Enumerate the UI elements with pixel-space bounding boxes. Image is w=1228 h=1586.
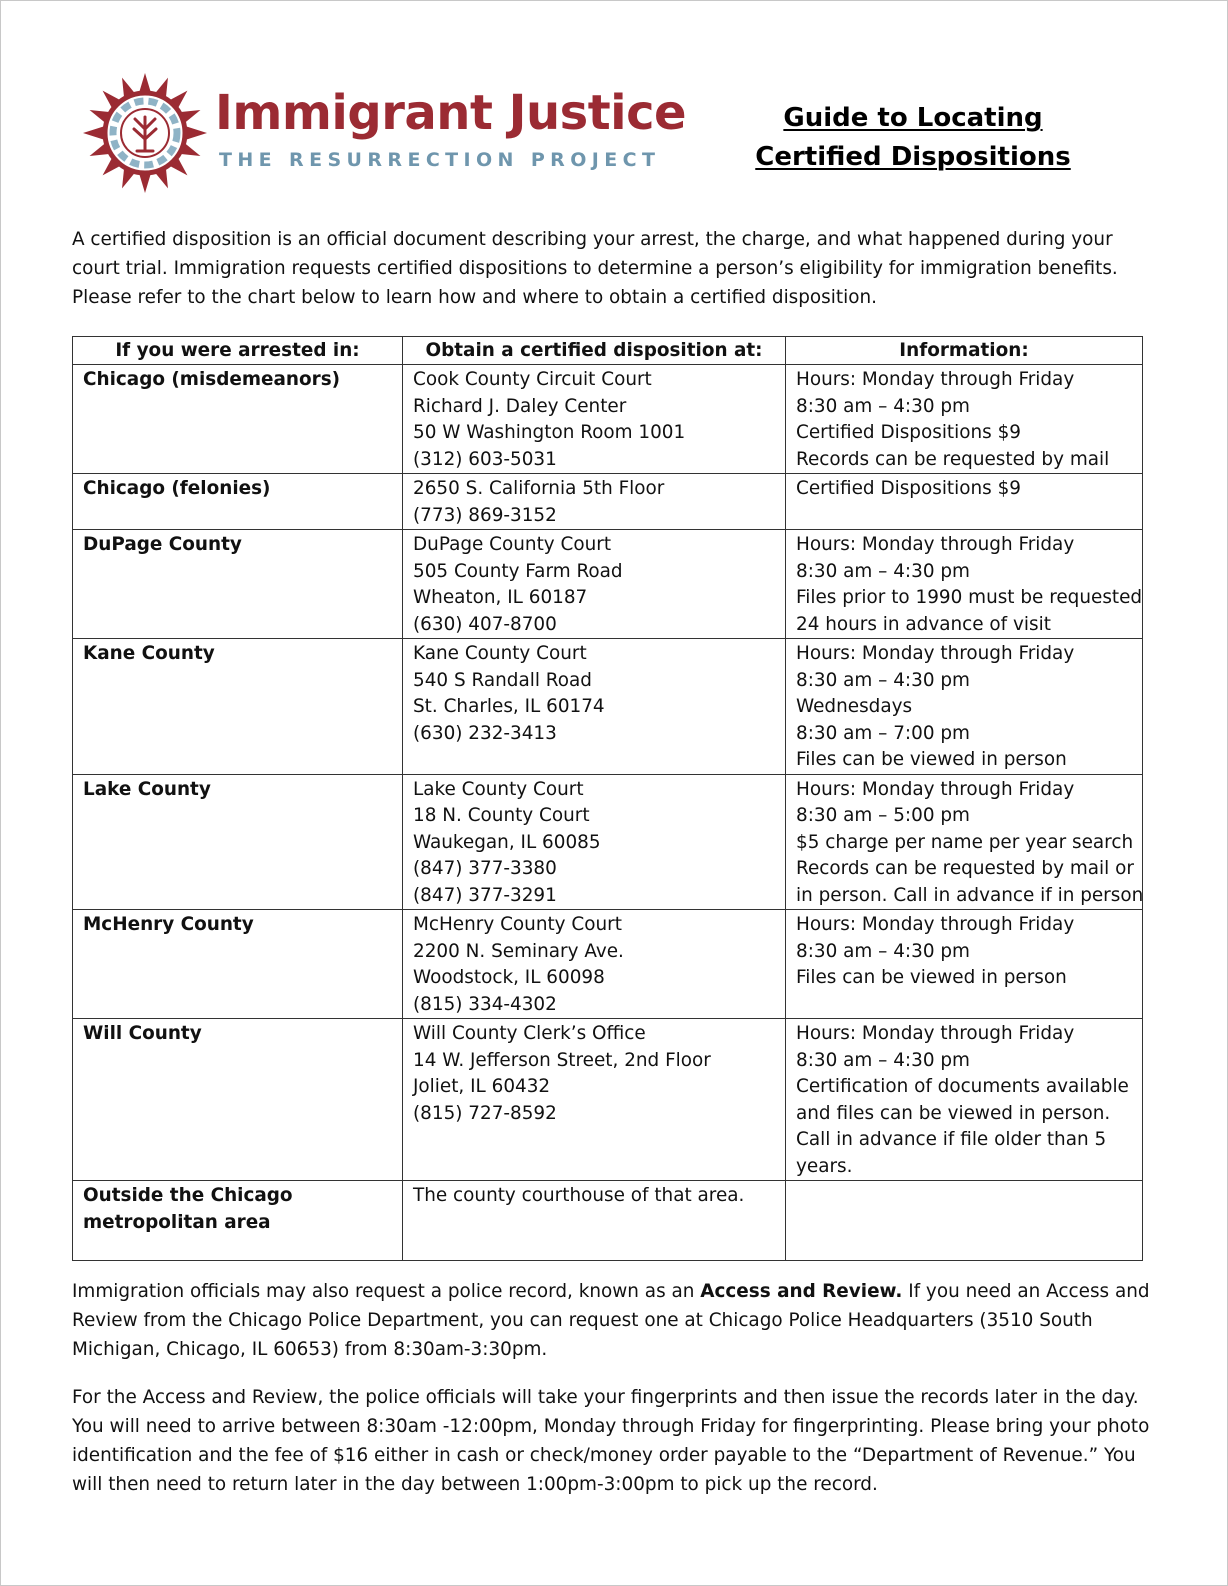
- info-cell: Certified Dispositions $9: [786, 474, 1143, 530]
- office-cell: McHenry County Court 2200 N. Seminary Ave. Woodstock, IL 60098 (815) 334-4302: [403, 910, 786, 1019]
- info-cell: Hours: Monday through Friday 8:30 am – 4:30 pm Certification of documents available and files can be viewed in person. Call in advance if file older than 5 years.: [786, 1019, 1143, 1181]
- fingerprinting-paragraph: For the Access and Review, the police officials will take your fingerprints and then issue the records later in the day. You will need to arrive between 8:30am -12:00pm, Monday through Friday for fingerprinting. Please bring your photo identification and the fee of $16 either in cash or check/money order payable to the “Department of Revenue.” You will then need to return later in the day between 1:00pm-3:00pm to pick up the record.: [72, 1387, 1150, 1495]
- office-cell: Will County Clerk’s Office 14 W. Jefferson Street, 2nd Floor Joliet, IL 60432 (815) 727-8592: [403, 1019, 786, 1181]
- table-row: [73, 365, 1143, 474]
- table-row: [73, 1181, 1143, 1261]
- office-cell: The county courthouse of that area.: [403, 1181, 786, 1261]
- intro-paragraph: A certified disposition is an official document describing your arrest, the charge, and what happened during your court trial. Immigration requests certified dispositions to determine a person’s eligibility for immigration benefits. Please refer to the chart below to learn how and where to obtain a certified disposition.: [72, 229, 1118, 308]
- document-title-line-2: Certified Dispositions: [755, 142, 1071, 172]
- column-header: If you were arrested in:: [73, 337, 403, 365]
- info-cell: Hours: Monday through Friday 8:30 am – 5:00 pm $5 charge per name per year search Records can be requested by mail or in person. Call in advance if in person: [786, 774, 1143, 910]
- access-review-term: Access and Review.: [700, 1281, 903, 1302]
- table-row: [73, 774, 1143, 910]
- arrest-location-cell: McHenry County: [73, 910, 403, 1019]
- logo-subtitle: THE RESURRECTION PROJECT: [219, 149, 661, 171]
- info-cell: Hours: Monday through Friday 8:30 am – 4:30 pm Wednesdays 8:30 am – 7:00 pm Files can be viewed in person: [786, 639, 1143, 775]
- table-row: [73, 910, 1143, 1019]
- table-header-row: [73, 337, 1143, 365]
- column-header: Obtain a certified disposition at:: [403, 337, 786, 365]
- table-row: [73, 474, 1143, 530]
- arrest-location-cell: DuPage County: [73, 530, 403, 639]
- office-cell: Lake County Court 18 N. County Court Waukegan, IL 60085 (847) 377-3380 (847) 377-3291: [403, 774, 786, 910]
- arrest-location-cell: Lake County: [73, 774, 403, 910]
- table-row: [73, 1019, 1143, 1181]
- logo-title: Immigrant Justice: [215, 85, 687, 141]
- arrest-location-cell: Kane County: [73, 639, 403, 775]
- office-cell: Cook County Circuit Court Richard J. Daley Center 50 W Washington Room 1001 (312) 603-5031: [403, 365, 786, 474]
- access-review-paragraph: Immigration officials may also request a police record, known as an Access and Review. If you need an Access and Review from the Chicago Police Department, you can request one at Chicago Police Headquarters (3510 South Michigan, Chicago, IL 60653) from 8:30am-3:30pm.: [72, 1281, 1150, 1360]
- info-cell: [786, 1181, 1143, 1261]
- table-row: [73, 639, 1143, 775]
- arrest-location-cell: Will County: [73, 1019, 403, 1181]
- table-row: [73, 530, 1143, 639]
- office-cell: 2650 S. California 5th Floor (773) 869-3152: [403, 474, 786, 530]
- info-cell: Hours: Monday through Friday 8:30 am – 4:30 pm Files can be viewed in person: [786, 910, 1143, 1019]
- sun-emblem-logo-icon: [81, 73, 211, 195]
- arrest-location-cell: Outside the Chicago metropolitan area: [73, 1181, 403, 1261]
- info-cell: Hours: Monday through Friday 8:30 am – 4:30 pm Files prior to 1990 must be requested 24 hours in advance of visit: [786, 530, 1143, 639]
- dispositions-table: [72, 336, 1143, 1261]
- document-title: [753, 99, 1073, 177]
- arrest-location-cell: Chicago (felonies): [73, 474, 403, 530]
- arrest-location-cell: Chicago (misdemeanors): [73, 365, 403, 474]
- column-header: Information:: [786, 337, 1143, 365]
- document-title-line-1: Guide to Locating: [783, 103, 1043, 133]
- info-cell: Hours: Monday through Friday 8:30 am – 4:30 pm Certified Dispositions $9 Records can be requested by mail: [786, 365, 1143, 474]
- office-cell: DuPage County Court 505 County Farm Road Wheaton, IL 60187 (630) 407-8700: [403, 530, 786, 639]
- office-cell: Kane County Court 540 S Randall Road St. Charles, IL 60174 (630) 232-3413: [403, 639, 786, 775]
